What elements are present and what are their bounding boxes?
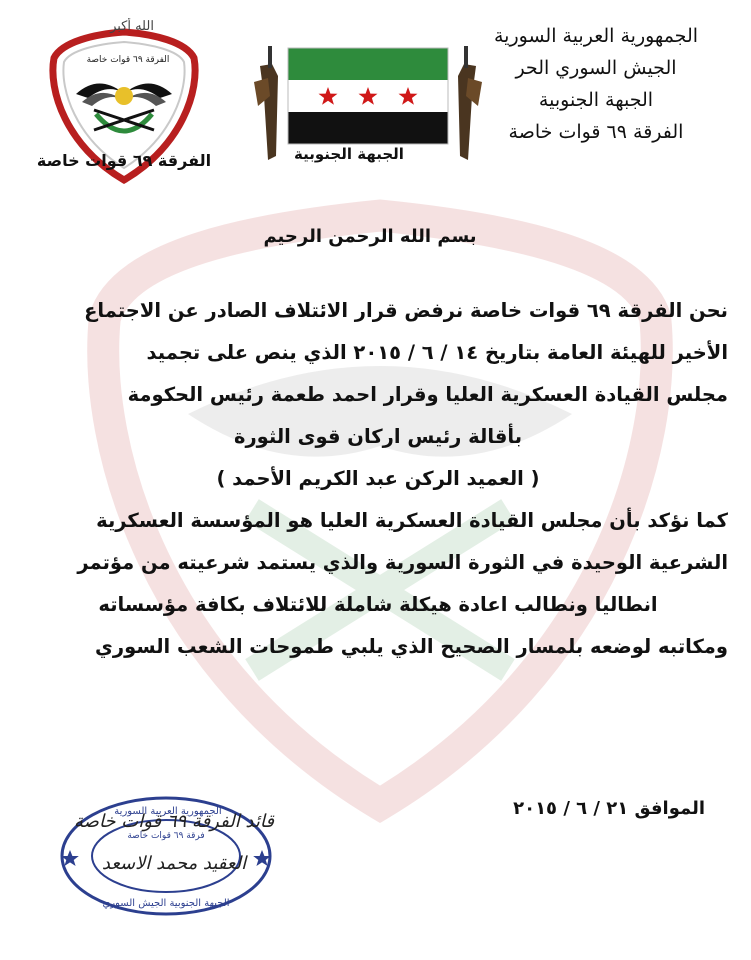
signature-block [64, 808, 284, 878]
stamp-top-text: الجمهورية العربية السورية [114, 806, 222, 817]
division-emblem-logo [36, 18, 211, 188]
statement-line: بأقالة رئيس اركان قوى الثورة [233, 425, 523, 448]
letterhead-line-front: الجبهة الجنوبية [538, 89, 654, 111]
signatory-title: قائد الفرقة ٦٩ قوات خاصة [74, 811, 274, 832]
date-value: ٢١ / ٦ / ٢٠١٥ [513, 798, 629, 819]
syrian-revolution-flag [288, 48, 448, 144]
emblem-bottom-text: الفرقة ٦٩ قوات خاصة [36, 151, 211, 170]
rifle-left-icon [254, 46, 278, 160]
statement-line: ( العميد الركن عبد الكريم الأحمد ) [216, 467, 540, 490]
statement-line: انطاليا ونطالب اعادة هيكلة شاملة للائتلاف بكافة مؤسساته [98, 593, 658, 616]
letterhead [481, 20, 711, 148]
statement-body [28, 290, 728, 668]
stamp-middle-text: فرقة ٦٩ قوات خاصة [127, 831, 205, 841]
document-date [513, 798, 705, 819]
rifle-right-icon [458, 46, 482, 160]
statement-line: الأخير للهيئة العامة بتاريخ ١٤ / ٦ / ٢٠١٥ الذي ينص على تجميد [146, 341, 728, 364]
stamp-bottom-text: الجبهة الجنوبية الجيش السوري [102, 898, 230, 909]
statement-line: الشرعية الوحيدة في الثورة السورية والذي يستمد شرعيته من مؤتمر [77, 551, 728, 574]
statement-line: مجلس القيادة العسكرية العليا وقرار احمد طعمة رئيس الحكومة [127, 383, 728, 406]
statement-line: ومكاتبه لوضعه بلمسار الصحيح الذي يلبي طموحات الشعب السوري [95, 635, 728, 658]
letterhead-line-division: الفرقة ٦٩ قوات خاصة [508, 121, 684, 143]
letterhead-line-republic: الجمهورية العربية السورية [493, 25, 699, 47]
date-label: الموافق [634, 798, 705, 819]
signatory-name: العقيد محمد الاسعد [101, 853, 247, 874]
statement-line: نحن الفرقة ٦٩ قوات خاصة نرفض قرار الائتلاف الصادر عن الاجتماع [84, 299, 728, 322]
statement-line: كما نؤكد بأن مجلس القيادة العسكرية العليا هو المؤسسة العسكرية [96, 509, 728, 532]
emblem-inner-text: الفرقة ٦٩ قوات خاصة [86, 55, 170, 65]
letterhead-line-army: الجيش السوري الحر [515, 57, 677, 79]
flag-caption: الجبهة الجنوبية [294, 145, 404, 163]
basmala-heading: بسم الله الرحمن الرحيم [263, 226, 477, 247]
emblem-top-text: الله أكبر [110, 19, 154, 34]
